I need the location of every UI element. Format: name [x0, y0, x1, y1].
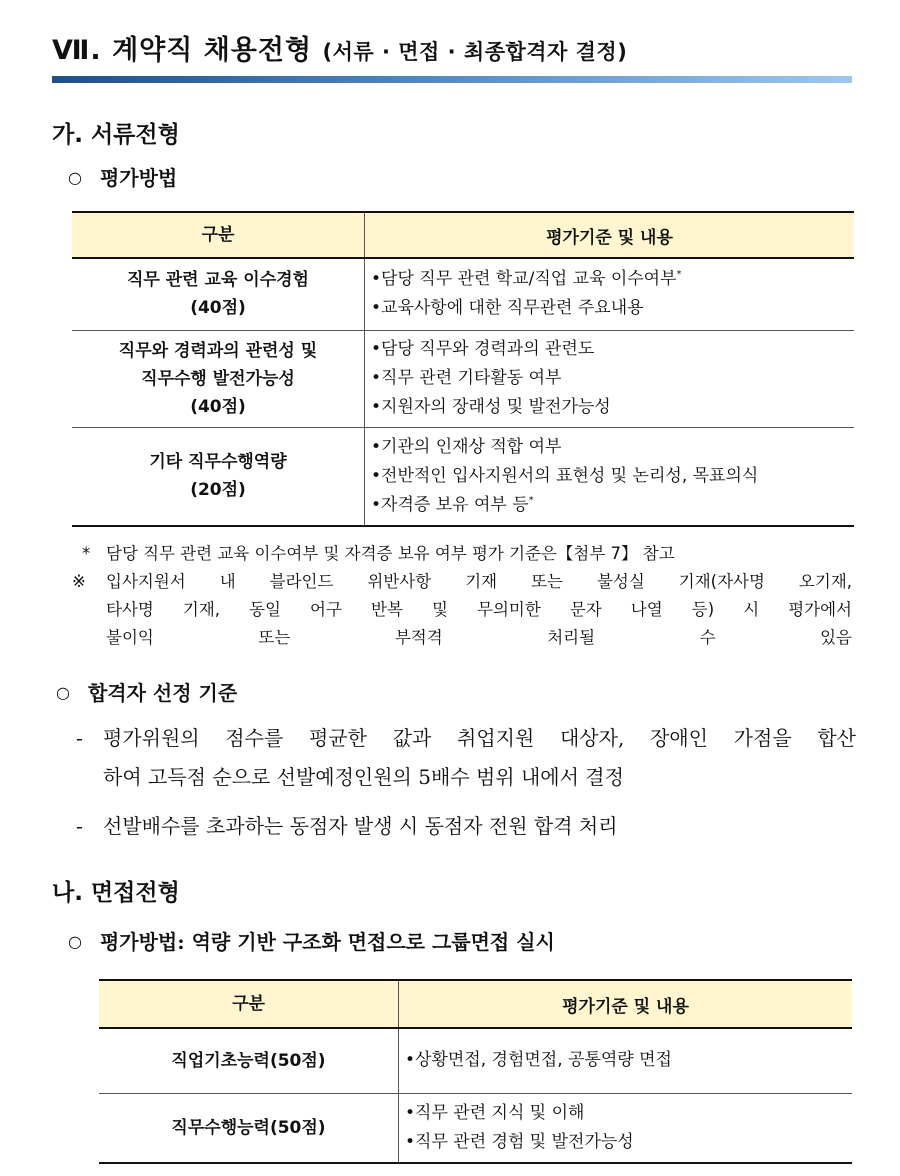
list-item — [76, 807, 856, 846]
note-item — [72, 568, 852, 652]
table-row — [99, 1093, 852, 1163]
note-item — [72, 540, 852, 568]
table-row — [72, 258, 854, 330]
category-points: (40점) — [190, 298, 246, 319]
chapter-underline-bar — [52, 76, 852, 83]
selection-criteria-heading — [56, 677, 237, 706]
table-row — [99, 1028, 852, 1093]
criteria-item: •직무 관련 경험 및 발전가능성 — [405, 1131, 634, 1152]
circle-bullet-icon: ○ — [68, 932, 82, 951]
list-item-text — [103, 807, 856, 846]
section-b-method — [68, 926, 555, 955]
category-line: 직무수행능력(50점) — [171, 1117, 326, 1138]
row-category — [99, 1093, 399, 1163]
row-criteria — [399, 1093, 853, 1163]
note-line: 타사명 기재, 동일 어구 반복 및 무의미한 문자 나열 등) 시 평가에서 — [106, 600, 852, 619]
criteria-item: •전반적인 입사지원서의 표현성 및 논리성, 목표의식 — [371, 465, 759, 486]
row-category — [72, 427, 365, 526]
list-line: 평가위원의 점수를 평균한 값과 취업지원 대상자, 장애인 가점을 합산 — [103, 726, 856, 750]
selection-criteria-list — [76, 719, 856, 846]
table-header-row — [99, 980, 852, 1028]
section-b-method-label: 평가방법: 역량 기반 구조화 면접으로 그룹면접 실시 — [99, 930, 555, 954]
criteria-item: •교육사항에 대한 직무관련 주요내용 — [371, 298, 644, 319]
section-b-title: 나. 면접전형 — [52, 880, 180, 906]
list-line: 하여 고득점 순으로 선발예정인원의 5배수 범위 내에서 결정 — [103, 765, 624, 789]
criteria-item: •담당 직무 관련 학교/직업 교육 이수여부 — [371, 269, 677, 290]
criteria-item: •지원자의 장래성 및 발전가능성 — [371, 397, 611, 417]
header-criteria: 평가기준 및 내용 — [399, 980, 853, 1028]
criteria-item: •직무 관련 기타활동 여부 — [371, 368, 562, 388]
asterisk-icon: * — [82, 544, 91, 563]
header-category: 구분 — [99, 980, 399, 1028]
note-line: 담당 직무 관련 교육 이수여부 및 자격증 보유 여부 평가 기준은【첨부 7】 참고 — [106, 544, 675, 563]
interview-table — [99, 979, 852, 1164]
category-line: 직무수행 발전가능성 — [141, 368, 295, 389]
row-criteria — [365, 330, 855, 427]
table-header-row — [72, 212, 854, 258]
section-a-method-label: 평가방법 — [99, 166, 178, 190]
note-text — [106, 540, 852, 568]
selection-criteria-label: 합격자 선정 기준 — [87, 681, 238, 705]
list-line: 선발배수를 초과하는 동점자 발생 시 동점자 전원 합격 처리 — [103, 814, 618, 838]
notes-block — [72, 540, 852, 652]
chapter-main-title: 계약직 채용전형 — [112, 35, 313, 66]
criteria-item: •기관의 인재상 적합 여부 — [371, 436, 562, 457]
note-text — [106, 568, 852, 652]
note-line: 불이익 또는 부적격 처리될 수 있음 — [106, 628, 852, 647]
section-a-method — [68, 162, 177, 191]
criteria-item: •직무 관련 지식 및 이해 — [405, 1102, 585, 1123]
section-a-title: 가. 서류전형 — [52, 122, 180, 148]
footnote-mark: * — [528, 494, 534, 506]
dash-icon: - — [76, 726, 83, 750]
reference-mark-icon: ※ — [72, 572, 86, 591]
row-criteria — [399, 1028, 853, 1093]
table-row — [72, 427, 854, 526]
category-line: 직무와 경력과의 관련성 및 — [118, 340, 318, 361]
circle-bullet-icon: ○ — [68, 168, 82, 187]
chapter-subtitle: (서류 · 면접 · 최종합격자 결정) — [322, 40, 628, 64]
chapter-title — [52, 28, 627, 67]
note-line: 입사지원서 내 블라인드 위반사항 기재 또는 불성실 기재(자사명 오기재, — [106, 572, 852, 591]
criteria-item: •담당 직무와 경력과의 관련도 — [371, 339, 595, 359]
category-line: 기타 직무수행역량 — [149, 452, 287, 473]
category-line: 직업기초능력(50점) — [171, 1050, 326, 1071]
row-category — [72, 330, 365, 427]
circle-bullet-icon: ○ — [56, 683, 70, 702]
category-points: (20점) — [190, 480, 246, 501]
footnote-mark: * — [676, 269, 682, 281]
table-row — [72, 330, 854, 427]
row-criteria — [365, 258, 855, 330]
criteria-item: •상황면접, 경험면접, 공통역량 면접 — [405, 1050, 672, 1071]
dash-icon: - — [76, 814, 83, 838]
criteria-item: •자격증 보유 여부 등 — [371, 494, 529, 515]
list-item — [76, 719, 856, 797]
row-category — [72, 258, 365, 330]
row-category — [99, 1028, 399, 1093]
header-category: 구분 — [72, 212, 365, 258]
document-screening-table — [72, 211, 854, 527]
chapter-numeral: Ⅶ. — [52, 35, 102, 66]
category-points: (40점) — [190, 396, 246, 417]
list-item-text — [103, 719, 856, 797]
row-criteria — [365, 427, 855, 526]
header-criteria: 평가기준 및 내용 — [365, 212, 855, 258]
category-line: 직무 관련 교육 이수경험 — [127, 270, 309, 291]
